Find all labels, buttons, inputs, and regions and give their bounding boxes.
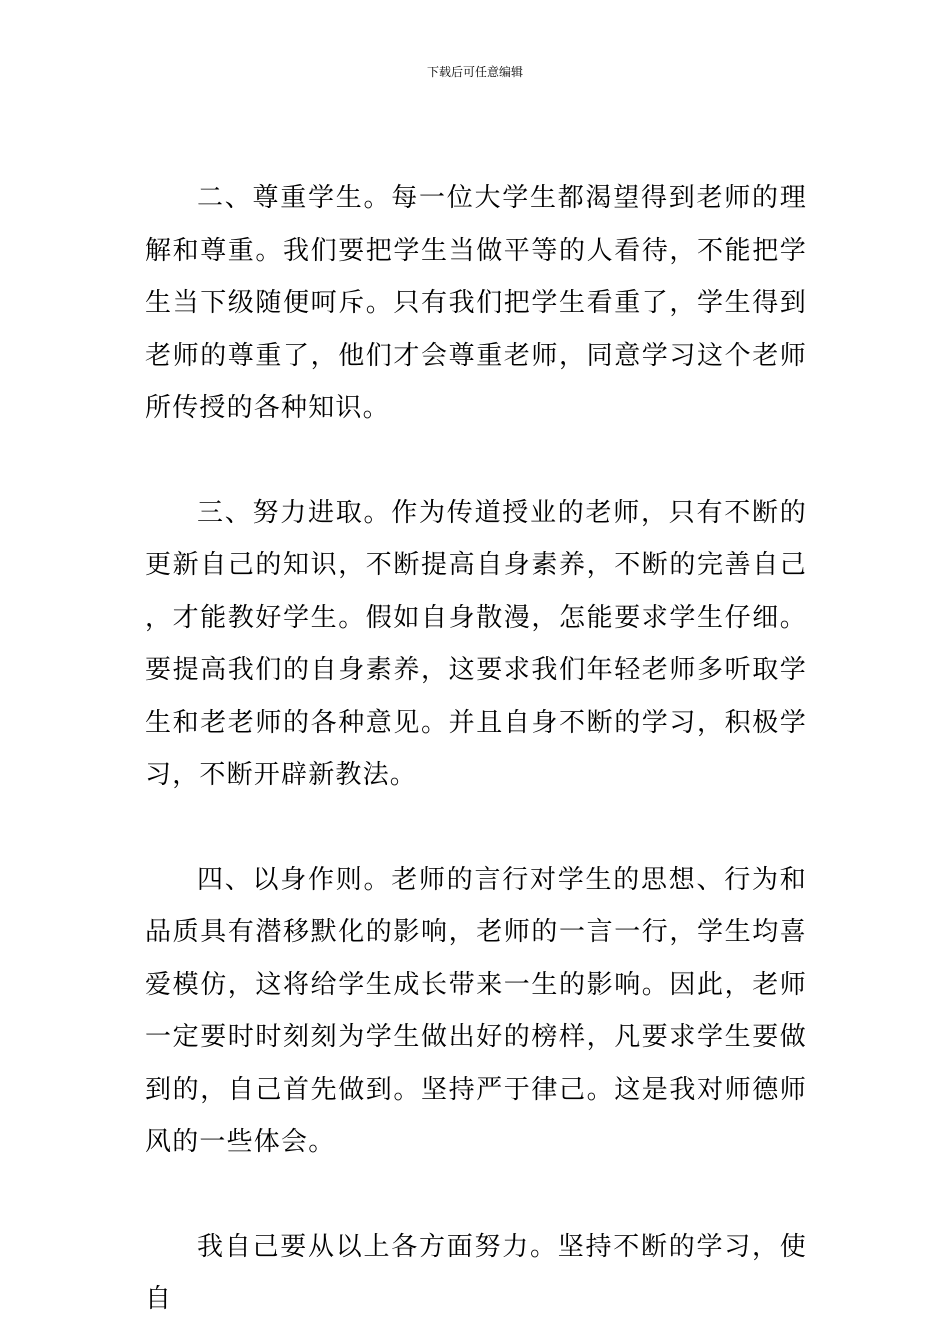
page-header: 下载后可任意编辑 [426,65,523,79]
paragraph-lead-by-example: 四、以身作则。老师的言行对学生的思想、行为和品质具有潜移默化的影响，老师的一言一行，学生均喜爱模仿，这将给学生成长带来一生的影响。因此，老师一定要时时刻刻为学生做出好的榜样，凡要求学生要做到的，自己首先做到。坚持严于律己。这是我对师德师风的一些体会。 [145,864,807,1157]
document-body [145,172,807,1326]
paragraph-respect-students: 二、尊重学生。每一位大学生都渴望得到老师的理解和尊重。我们要把学生当做平等的人看待，不能把学生当下级随便呵斥。只有我们把学生看重了，学生得到老师的尊重了，他们才会尊重老师，同意学习这个老师所传授的各种知识。 [145,183,807,423]
paragraph-strive-forward: 三、努力进取。作为传道授业的老师，只有不断的更新自己的知识，不断提高自身素养，不断的完善自己，才能教好学生。假如自身散漫，怎能要求学生仔细。要提高我们的自身素养，这要求我们年轻老师多听取学生和老老师的各种意见。并且自身不断的学习，积极学习，不断开辟新教法。 [145,497,807,790]
paragraph-conclusion: 我自己要从以上各方面努力。坚持不断的学习，使自 [145,1231,807,1314]
